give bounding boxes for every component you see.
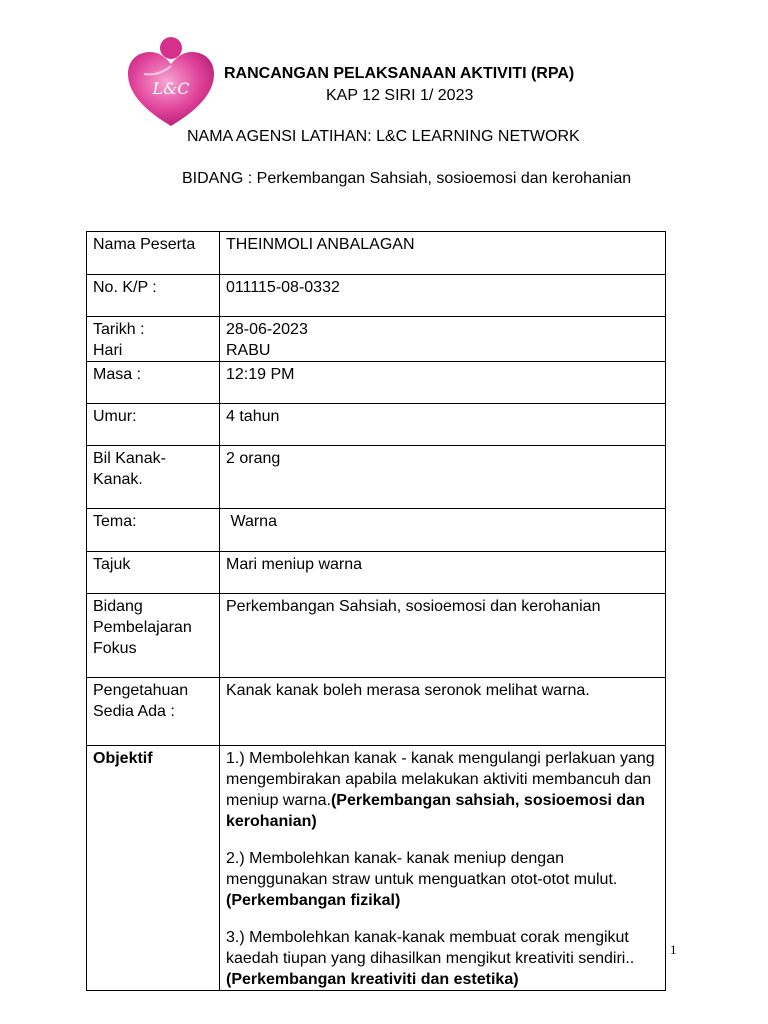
field-heading: BIDANG : Perkembangan Sahsiah, sosioemosi dan kerohanian: [182, 170, 632, 187]
objective-text: 2.) Membolehkan kanak- kanak meniup dengan menggunakan straw untuk menguatkan otot-otot mulut.: [226, 850, 618, 888]
table-row: [87, 232, 666, 275]
document-subtitle: KAP 12 SIRI 1/ 2023: [326, 87, 474, 104]
lc-logo: [126, 36, 216, 128]
row-label: Masa :: [87, 362, 220, 404]
row-value: THEINMOLI ANBALAGAN: [220, 232, 666, 275]
table-row: [87, 509, 666, 552]
table-row-objectives: [87, 746, 666, 991]
objective-item: [226, 848, 659, 911]
row-label: Tema:: [87, 509, 220, 552]
table-row: [87, 678, 666, 746]
row-value: 4 tahun: [220, 404, 666, 446]
info-table: [86, 231, 666, 991]
page-number: 1: [670, 942, 677, 957]
row-label: Bil Kanak- Kanak.: [87, 446, 220, 509]
objective-emphasis: (Perkembangan sahsiah, sosioemosi dan kerohanian): [226, 792, 645, 830]
row-label: Umur:: [87, 404, 220, 446]
objective-emphasis: (Perkembangan kreativiti dan estetika): [226, 971, 519, 988]
table-row: [87, 552, 666, 594]
row-label: Pengetahuan Sedia Ada :: [87, 678, 220, 746]
row-value: 2 orang: [220, 446, 666, 509]
table-row: [87, 362, 666, 404]
row-label: Bidang Pembelajaran Fokus: [87, 594, 220, 678]
row-value: Perkembangan Sahsiah, sosioemosi dan kerohanian: [220, 594, 666, 678]
row-label: Tarikh : Hari: [87, 317, 220, 362]
objective-text: 1.) Membolehkan kanak - kanak mengulangi perlakuan yang mengembirakan apabila melakukan aktiviti membancuh dan meniup warna.: [226, 750, 655, 809]
objective-item: [226, 927, 659, 990]
objective-emphasis: (Perkembangan fizikal): [226, 892, 401, 909]
row-value: 011115-08-0332: [220, 275, 666, 317]
document-title: RANCANGAN PELAKSANAAN AKTIVITI (RPA): [224, 65, 575, 82]
table-row: [87, 594, 666, 678]
row-label: Nama Peserta: [87, 232, 220, 275]
row-value: 12:19 PM: [220, 362, 666, 404]
row-label: Tajuk: [87, 552, 220, 594]
objective-text: 3.) Membolehkan kanak-kanak membuat corak mengikut kaedah tiupan yang dihasilkan mengikut kreativiti sendiri..: [226, 929, 635, 967]
row-value: 28-06-2023 RABU: [220, 317, 666, 362]
agency-name: NAMA AGENSI LATIHAN: L&C LEARNING NETWORK: [187, 128, 580, 145]
table-row: [87, 317, 666, 362]
table-row: [87, 404, 666, 446]
objectives-list: [220, 746, 666, 991]
objective-item: [226, 748, 659, 832]
row-label: No. K/P :: [87, 275, 220, 317]
objectives-label: Objektif: [87, 746, 220, 991]
logo-text: L&C: [152, 79, 190, 98]
row-value: Kanak kanak boleh merasa seronok melihat warna.: [220, 678, 666, 746]
table-row: [87, 275, 666, 317]
table-row: [87, 446, 666, 509]
row-value: Warna: [220, 509, 666, 552]
row-value: Mari meniup warna: [220, 552, 666, 594]
